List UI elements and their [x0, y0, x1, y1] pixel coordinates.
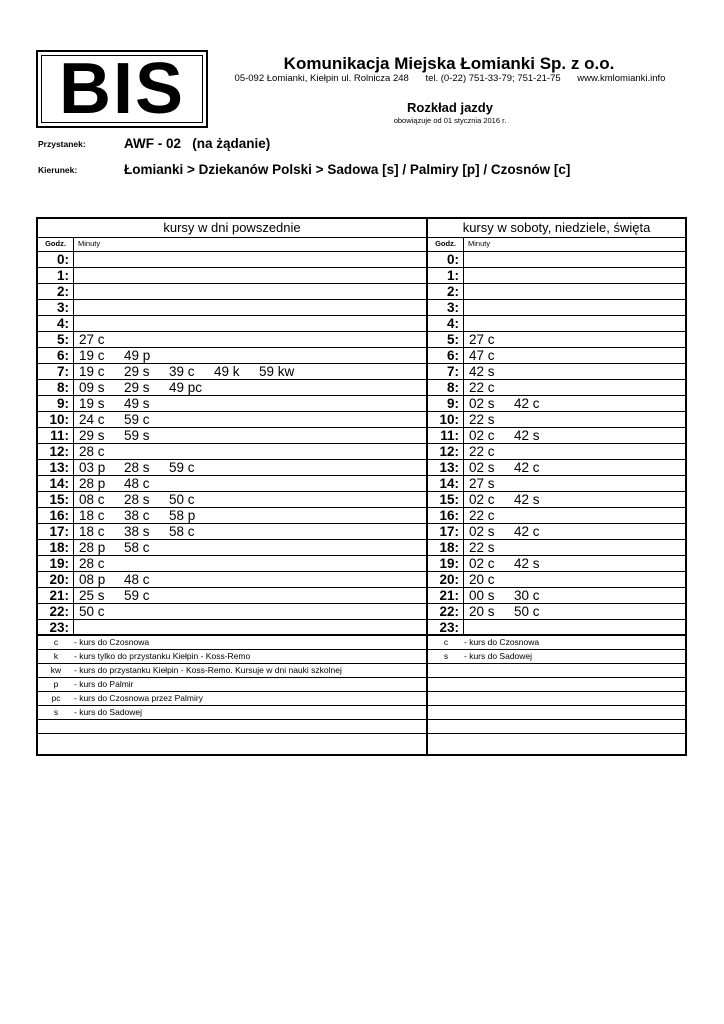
hour-row: [38, 604, 426, 620]
departure-minute: 49 p: [124, 348, 151, 363]
minutes-cell: [74, 492, 214, 507]
minutes-cell: [74, 316, 79, 331]
minutes-cell: [464, 252, 469, 267]
minutes-cell: [464, 588, 559, 603]
weekend-column: [428, 219, 685, 754]
departure-minute: 00 s: [469, 588, 495, 603]
minutes-cell: [464, 396, 559, 411]
departure-minute: 49 k: [214, 364, 240, 379]
minutes-cell: [464, 268, 469, 283]
minutes-cell: [464, 364, 514, 379]
minutes-cell: [464, 476, 514, 491]
minutes-cell: [74, 476, 169, 491]
hour-row: [38, 540, 426, 556]
company-address: 05-092 Łomianki, Kiełpin ul. Rolnicza 248: [234, 73, 409, 84]
departure-minute: 08 p: [79, 572, 106, 587]
departure-minute: 09 s: [79, 380, 105, 395]
bis-logo: [36, 50, 208, 128]
hour-cell: 0:: [38, 252, 74, 267]
hour-row: [38, 556, 426, 572]
minutes-header: Minuty: [468, 239, 491, 248]
departure-minute: 28 p: [79, 476, 106, 491]
minutes-cell: [74, 556, 124, 571]
minutes-cell: [74, 380, 214, 395]
departure-minute: 49 pc: [169, 380, 203, 395]
legend-row: [38, 650, 426, 664]
legend-row: [38, 636, 426, 650]
minutes-cell: [74, 300, 79, 315]
hour-cell: 9:: [428, 396, 464, 411]
departure-minute: 28 c: [79, 444, 105, 459]
hour-row: [428, 284, 685, 300]
hour-row: [428, 396, 685, 412]
hour-cell: 12:: [38, 444, 74, 459]
minutes-cell: [464, 460, 559, 475]
departure-minute: 02 c: [469, 556, 495, 571]
departure-minute: 25 s: [79, 588, 105, 603]
hour-cell: 15:: [428, 492, 464, 507]
hour-cell: 20:: [38, 572, 74, 587]
legend-row: [38, 734, 426, 754]
direction-label: Kierunek:: [38, 165, 78, 175]
minutes-cell: [464, 300, 469, 315]
hour-row: [38, 316, 426, 332]
hour-cell: 8:: [38, 380, 74, 395]
departure-minute: 28 s: [124, 460, 150, 475]
hour-cell: 16:: [428, 508, 464, 523]
hour-row: [38, 620, 426, 636]
minutes-cell: [464, 332, 514, 347]
departure-minute: 08 c: [79, 492, 105, 507]
hour-row: [38, 508, 426, 524]
hour-row: [38, 492, 426, 508]
hour-cell: 18:: [428, 540, 464, 555]
minutes-cell: [464, 316, 469, 331]
legend-key: s: [53, 707, 59, 717]
minutes-cell: [464, 556, 559, 571]
minutes-cell: [74, 572, 169, 587]
hour-cell: 20:: [428, 572, 464, 587]
legend-row: [428, 706, 685, 720]
legend-row: [38, 706, 426, 720]
hour-row: [38, 380, 426, 396]
hour-row: [38, 332, 426, 348]
weekend-hour-rows: [428, 252, 685, 636]
minutes-cell: [464, 428, 559, 443]
hour-row: [428, 380, 685, 396]
minutes-cell: [74, 524, 214, 539]
minutes-cell: [74, 364, 304, 379]
weekend-title: kursy w soboty, niedziele, święta: [428, 219, 685, 238]
departure-minute: 20 c: [469, 572, 495, 587]
legend-key: s: [443, 651, 449, 661]
departure-minute: 02 c: [469, 492, 495, 507]
departure-minute: 58 p: [169, 508, 196, 523]
departure-minute: 58 c: [169, 524, 195, 539]
hour-row: [38, 396, 426, 412]
minutes-cell: [74, 540, 169, 555]
hour-row: [38, 588, 426, 604]
direction-value: Łomianki > Dziekanów Polski > Sadowa [s] / Palmiry [p] / Czosnów [c]: [124, 162, 571, 177]
hour-row: [428, 508, 685, 524]
weekend-subheader: [428, 238, 685, 252]
minutes-cell: [464, 284, 469, 299]
weekday-legend: [38, 636, 426, 754]
hour-cell: 14:: [428, 476, 464, 491]
weekday-column: [38, 219, 428, 754]
legend-description: - kurs do Sadowej: [464, 651, 533, 661]
hour-row: [38, 364, 426, 380]
departure-minute: 29 s: [79, 428, 105, 443]
hour-cell: 4:: [38, 316, 74, 331]
departure-minute: 47 c: [469, 348, 495, 363]
hour-cell: 6:: [428, 348, 464, 363]
hour-row: [38, 460, 426, 476]
hour-cell: 18:: [38, 540, 74, 555]
minutes-cell: [464, 620, 469, 634]
minutes-cell: [74, 348, 169, 363]
hour-cell: 4:: [428, 316, 464, 331]
departure-minute: 59 c: [124, 412, 150, 427]
legend-row: [38, 692, 426, 706]
departure-minute: 02 s: [469, 396, 495, 411]
legend-description: - kurs do Czosnowa przez Palmiry: [74, 693, 203, 703]
minutes-cell: [74, 396, 169, 411]
company-phone: tel. (0-22) 751-33-79; 751-21-75: [425, 73, 561, 84]
departure-minute: 02 s: [469, 460, 495, 475]
departure-minute: 27 c: [79, 332, 105, 347]
minutes-cell: [74, 620, 79, 634]
hour-row: [428, 428, 685, 444]
hour-cell: 5:: [428, 332, 464, 347]
legend-description: - kurs do Palmir: [74, 679, 134, 689]
hour-row: [428, 492, 685, 508]
hour-row: [38, 444, 426, 460]
departure-minute: 59 c: [169, 460, 195, 475]
minutes-cell: [464, 604, 559, 619]
hour-row: [428, 412, 685, 428]
departure-minute: 03 p: [79, 460, 106, 475]
stop-label: Przystanek:: [38, 139, 86, 149]
hour-row: [428, 476, 685, 492]
hour-cell: 12:: [428, 444, 464, 459]
hour-row: [428, 524, 685, 540]
weekday-title: kursy w dni powszednie: [38, 219, 426, 238]
weekend-legend: [428, 636, 685, 754]
departure-minute: 22 c: [469, 508, 495, 523]
bis-logo-text: BIS: [41, 55, 203, 123]
hour-cell: 10:: [38, 412, 74, 427]
hour-row: [428, 348, 685, 364]
hour-row: [428, 540, 685, 556]
document-title: Rozkład jazdy: [407, 100, 493, 115]
hour-cell: 21:: [428, 588, 464, 603]
departure-minute: 42 s: [469, 364, 495, 379]
hour-row: [38, 284, 426, 300]
legend-row: [428, 664, 685, 678]
minutes-cell: [464, 524, 559, 539]
minutes-cell: [464, 492, 559, 507]
departure-minute: 28 p: [79, 540, 106, 555]
minutes-header: Minuty: [78, 239, 101, 248]
hour-row: [428, 572, 685, 588]
legend-key: k: [53, 651, 59, 661]
departure-minute: 59 kw: [259, 364, 295, 379]
legend-key: pc: [51, 693, 61, 703]
hour-cell: 14:: [38, 476, 74, 491]
hour-row: [428, 444, 685, 460]
legend-row: [38, 664, 426, 678]
departure-minute: 50 c: [79, 604, 105, 619]
hour-row: [428, 364, 685, 380]
departure-minute: 22 c: [469, 380, 495, 395]
hour-cell: 3:: [38, 300, 74, 315]
legend-row: [38, 720, 426, 734]
weekday-hour-rows: [38, 252, 426, 636]
hour-cell: 7:: [38, 364, 74, 379]
departure-minute: 48 c: [124, 572, 150, 587]
departure-minute: 42 c: [514, 396, 540, 411]
hour-cell: 6:: [38, 348, 74, 363]
hour-row: [428, 556, 685, 572]
departure-minute: 19 s: [79, 396, 105, 411]
legend-key: kw: [50, 665, 62, 675]
hour-row: [428, 316, 685, 332]
hour-row: [428, 332, 685, 348]
departure-minute: 02 s: [469, 524, 495, 539]
departure-minute: 39 c: [169, 364, 195, 379]
legend-row: [428, 692, 685, 706]
departure-minute: 49 s: [124, 396, 150, 411]
hour-header: Godz.: [38, 238, 74, 251]
departure-minute: 18 c: [79, 508, 105, 523]
departure-minute: 38 c: [124, 508, 150, 523]
hour-row: [38, 252, 426, 268]
legend-description: - kurs do Sadowej: [74, 707, 143, 717]
minutes-cell: [74, 508, 214, 523]
hour-row: [428, 604, 685, 620]
minutes-cell: [74, 284, 79, 299]
minutes-cell: [464, 508, 514, 523]
minutes-cell: [464, 412, 514, 427]
departure-minute: 42 s: [514, 492, 540, 507]
legend-row: [428, 734, 685, 754]
hour-cell: 0:: [428, 252, 464, 267]
legend-row: [428, 650, 685, 664]
hour-row: [428, 300, 685, 316]
hour-cell: 15:: [38, 492, 74, 507]
hour-row: [38, 348, 426, 364]
departure-minute: 58 c: [124, 540, 150, 555]
hour-cell: 11:: [38, 428, 74, 443]
departure-minute: 59 s: [124, 428, 150, 443]
departure-minute: 24 c: [79, 412, 105, 427]
departure-minute: 50 c: [514, 604, 540, 619]
departure-minute: 18 c: [79, 524, 105, 539]
hour-cell: 7:: [428, 364, 464, 379]
hour-cell: 17:: [428, 524, 464, 539]
minutes-cell: [74, 412, 169, 427]
hour-cell: 2:: [38, 284, 74, 299]
minutes-cell: [74, 444, 124, 459]
minutes-cell: [74, 604, 124, 619]
hour-row: [38, 476, 426, 492]
minutes-cell: [74, 588, 169, 603]
minutes-cell: [74, 332, 124, 347]
hour-cell: 8:: [428, 380, 464, 395]
departure-minute: 22 c: [469, 444, 495, 459]
departure-minute: 27 c: [469, 332, 495, 347]
hour-cell: 9:: [38, 396, 74, 411]
hour-cell: 13:: [38, 460, 74, 475]
legend-description: - kurs do Czosnowa: [464, 637, 540, 647]
hour-cell: 5:: [38, 332, 74, 347]
weekday-subheader: [38, 238, 426, 252]
minutes-cell: [74, 268, 79, 283]
hour-row: [38, 428, 426, 444]
hour-cell: 16:: [38, 508, 74, 523]
departure-minute: 42 s: [514, 428, 540, 443]
legend-key: c: [443, 637, 449, 647]
hour-cell: 22:: [428, 604, 464, 619]
departure-minute: 19 c: [79, 364, 105, 379]
departure-minute: 22 s: [469, 540, 495, 555]
hour-cell: 19:: [428, 556, 464, 571]
departure-minute: 42 c: [514, 460, 540, 475]
hour-row: [428, 620, 685, 636]
hour-cell: 2:: [428, 284, 464, 299]
departure-minute: 59 c: [124, 588, 150, 603]
stop-value: AWF - 02 (na żądanie): [124, 136, 271, 151]
company-website: www.kmlomianki.info: [577, 73, 666, 84]
hour-cell: 13:: [428, 460, 464, 475]
hour-cell: 21:: [38, 588, 74, 603]
hour-row: [428, 588, 685, 604]
legend-description: - kurs do przystanku Kiełpin - Koss-Remo. Kursuje w dni nauki szkolnej: [74, 665, 342, 675]
hour-row: [38, 268, 426, 284]
legend-description: - kurs tylko do przystanku Kiełpin - Koss-Remo: [74, 651, 251, 661]
hour-cell: 3:: [428, 300, 464, 315]
legend-row: [428, 720, 685, 734]
hour-cell: 22:: [38, 604, 74, 619]
departure-minute: 42 s: [514, 556, 540, 571]
departure-minute: 29 s: [124, 380, 150, 395]
minutes-cell: [464, 444, 514, 459]
hour-cell: 23:: [38, 620, 74, 634]
hour-cell: 1:: [428, 268, 464, 283]
legend-description: - kurs do Czosnowa: [74, 637, 150, 647]
departure-minute: 42 c: [514, 524, 540, 539]
company-name: Komunikacja Miejska Łomianki Sp. z o.o.: [283, 54, 615, 73]
hour-row: [428, 460, 685, 476]
departure-minute: 28 c: [79, 556, 105, 571]
hour-cell: 11:: [428, 428, 464, 443]
minutes-cell: [464, 348, 514, 363]
hour-row: [38, 300, 426, 316]
departure-minute: 29 s: [124, 364, 150, 379]
departure-minute: 30 c: [514, 588, 540, 603]
legend-key: p: [53, 679, 59, 689]
hour-cell: 10:: [428, 412, 464, 427]
timetable: [36, 217, 687, 756]
departure-minute: 02 c: [469, 428, 495, 443]
hour-row: [38, 524, 426, 540]
minutes-cell: [74, 428, 169, 443]
hour-header: Godz.: [428, 238, 464, 251]
legend-row: [428, 636, 685, 650]
departure-minute: 19 c: [79, 348, 105, 363]
hour-row: [428, 268, 685, 284]
departure-minute: 28 s: [124, 492, 150, 507]
hour-row: [38, 572, 426, 588]
minutes-cell: [464, 540, 514, 555]
departure-minute: 38 s: [124, 524, 150, 539]
hour-cell: 17:: [38, 524, 74, 539]
legend-row: [38, 678, 426, 692]
legend-key: c: [53, 637, 59, 647]
departure-minute: 20 s: [469, 604, 495, 619]
minutes-cell: [74, 252, 79, 267]
departure-minute: 50 c: [169, 492, 195, 507]
hour-cell: 1:: [38, 268, 74, 283]
legend-row: [428, 678, 685, 692]
document-valid-from: obowiązuje od 01 stycznia 2016 r.: [393, 116, 507, 125]
minutes-cell: [74, 460, 214, 475]
departure-minute: 27 s: [469, 476, 495, 491]
hour-row: [38, 412, 426, 428]
hour-cell: 23:: [428, 620, 464, 634]
hour-cell: 19:: [38, 556, 74, 571]
departure-minute: 22 s: [469, 412, 495, 427]
minutes-cell: [464, 380, 514, 395]
company-contact: [220, 73, 680, 84]
departure-minute: 48 c: [124, 476, 150, 491]
hour-row: [428, 252, 685, 268]
minutes-cell: [464, 572, 514, 587]
